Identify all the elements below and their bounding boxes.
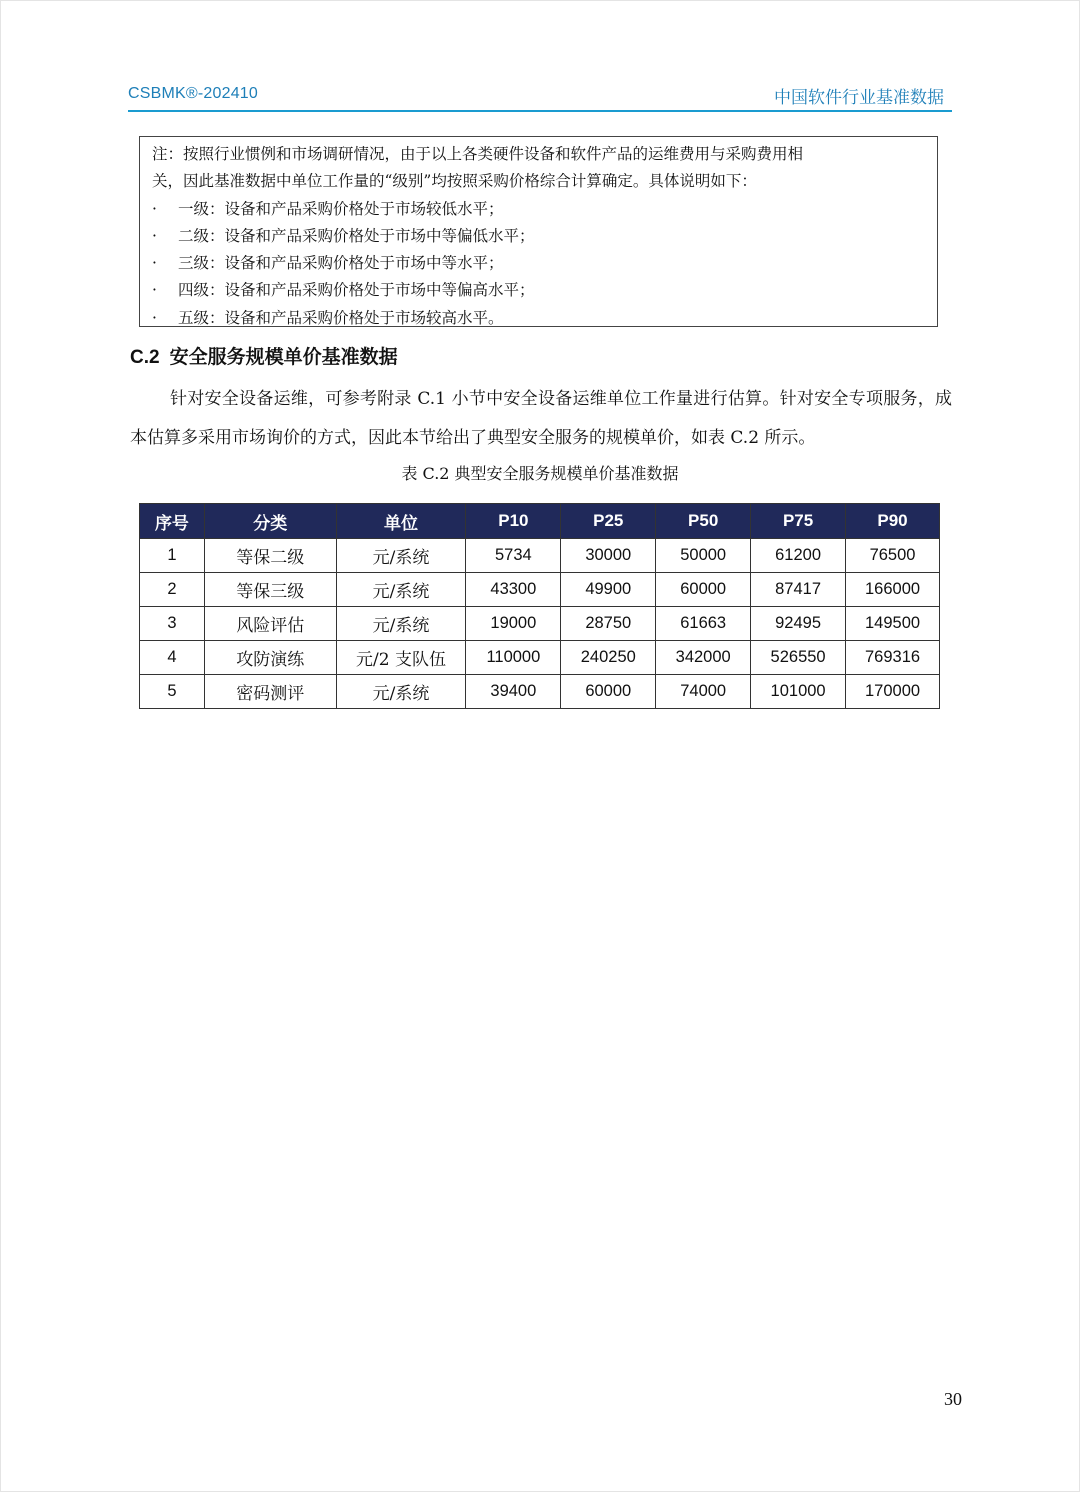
section-number: C.2 — [130, 347, 160, 368]
bullet-icon: · — [152, 308, 157, 327]
cell-p75: 101000 — [751, 675, 846, 709]
cell-index: 2 — [140, 573, 205, 607]
cell-p10: 43300 — [466, 573, 561, 607]
cell-category: 密码测评 — [204, 675, 336, 709]
bullet-icon: · — [152, 226, 157, 245]
cell-category: 等保二级 — [204, 539, 336, 573]
cell-p25: 49900 — [561, 573, 656, 607]
note-text-line-2: 关，因此基准数据中单位工作量的“级别”均按照采购价格综合计算确定。具体说明如下： — [152, 172, 757, 191]
header-cell-p75: P75 — [751, 504, 846, 539]
cell-category: 攻防演练 — [204, 641, 336, 675]
cell-p50: 74000 — [656, 675, 751, 709]
header-cell-p90: P90 — [846, 504, 940, 539]
header-cell-unit: 单位 — [336, 504, 466, 539]
cell-p75: 526550 — [751, 641, 846, 675]
cell-p75: 61200 — [751, 539, 846, 573]
body-paragraph: 针对安全设备运维，可参考附录 C.1 小节中安全设备运维单位工作量进行估算。针对安全专项服务，成本估算多采用市场询价的方式，因此本节给出了典型安全服务的规模单价，如表 C.2 所示。 — [130, 389, 952, 448]
cell-p90: 149500 — [846, 607, 940, 641]
table-row — [140, 675, 940, 709]
cell-p50: 60000 — [656, 573, 751, 607]
cell-p50: 342000 — [656, 641, 751, 675]
cell-index: 3 — [140, 607, 205, 641]
header-cell-p25: P25 — [561, 504, 656, 539]
cell-p75: 87417 — [751, 573, 846, 607]
table-header-row — [140, 504, 940, 539]
note-item-text: 一级：设备和产品采购价格处于市场较低水平； — [178, 199, 504, 218]
cell-unit: 元/系统 — [336, 539, 466, 573]
note-list-item — [152, 250, 927, 277]
table-row — [140, 573, 940, 607]
cell-unit: 元/2 支队伍 — [336, 641, 466, 675]
cell-p25: 60000 — [561, 675, 656, 709]
cell-index: 4 — [140, 641, 205, 675]
section-heading — [130, 342, 398, 369]
note-box — [139, 136, 938, 327]
note-list-item — [152, 305, 927, 332]
note-item-text: 四级：设备和产品采购价格处于市场中等偏高水平； — [178, 281, 535, 300]
document-series-title: 中国软件行业基准数据 — [774, 88, 944, 108]
cell-p10: 110000 — [466, 641, 561, 675]
document-code: CSBMK®-202410 — [128, 85, 259, 102]
cell-p10: 5734 — [466, 539, 561, 573]
cell-unit: 元/系统 — [336, 675, 466, 709]
note-list-item — [152, 223, 927, 250]
cell-p90: 166000 — [846, 573, 940, 607]
page-header — [128, 84, 952, 112]
cell-p25: 30000 — [561, 539, 656, 573]
bullet-icon: · — [152, 199, 157, 218]
header-cell-category: 分类 — [204, 504, 336, 539]
note-item-text: 二级：设备和产品采购价格处于市场中等偏低水平； — [178, 226, 535, 245]
cell-p10: 39400 — [466, 675, 561, 709]
note-text-line-1: 注：按照行业惯例和市场调研情况，由于以上各类硬件设备和软件产品的运维费用与采购费用相 — [152, 145, 804, 163]
cell-index: 5 — [140, 675, 205, 709]
cell-p90: 76500 — [846, 539, 940, 573]
note-list-item — [152, 196, 927, 223]
bullet-icon: · — [152, 254, 157, 273]
cell-p90: 769316 — [846, 641, 940, 675]
pricing-table — [139, 503, 940, 709]
header-cell-index: 序号 — [140, 504, 205, 539]
header-cell-p50: P50 — [656, 504, 751, 539]
cell-category: 等保三级 — [204, 573, 336, 607]
page-number: 30 — [944, 1389, 962, 1409]
cell-p25: 240250 — [561, 641, 656, 675]
table-row — [140, 539, 940, 573]
note-item-text: 五级：设备和产品采购价格处于市场较高水平。 — [178, 308, 504, 327]
bullet-icon: · — [152, 281, 157, 300]
cell-p25: 28750 — [561, 607, 656, 641]
cell-p10: 19000 — [466, 607, 561, 641]
cell-p50: 61663 — [656, 607, 751, 641]
header-cell-p10: P10 — [466, 504, 561, 539]
cell-p50: 50000 — [656, 539, 751, 573]
table-caption: 表 C.2 典型安全服务规模单价基准数据 — [401, 464, 679, 483]
section-title-text: 安全服务规模单价基准数据 — [169, 346, 398, 368]
note-list-item — [152, 277, 927, 304]
cell-unit: 元/系统 — [336, 607, 466, 641]
cell-p75: 92495 — [751, 607, 846, 641]
cell-index: 1 — [140, 539, 205, 573]
table-row — [140, 641, 940, 675]
cell-category: 风险评估 — [204, 607, 336, 641]
note-item-text: 三级：设备和产品采购价格处于市场中等水平； — [178, 254, 504, 273]
table-row — [140, 607, 940, 641]
cell-p90: 170000 — [846, 675, 940, 709]
cell-unit: 元/系统 — [336, 573, 466, 607]
